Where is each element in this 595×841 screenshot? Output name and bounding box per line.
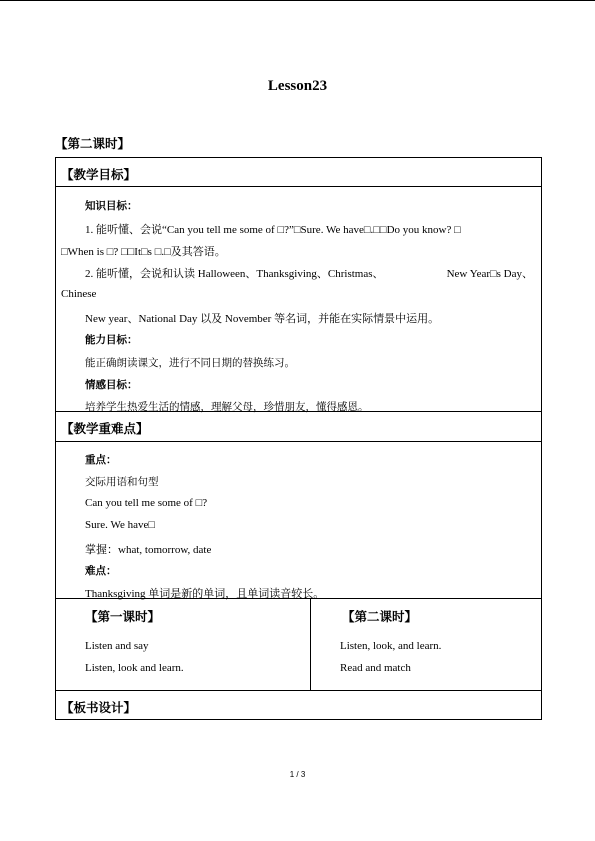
knowledge-item2-line3: New year、National Day 以及 November 等名词，并能在实际情景中运用。 (85, 313, 440, 325)
knowledge-item1-line1: 1. 能听懂、会说“Can you tell me some of □?”□Sure. We have□.□□Do you know? □ (85, 224, 461, 236)
knowledge-item2-line1 (85, 265, 533, 281)
knowledge-item2-line2: Chinese (61, 288, 97, 300)
section-label: 【第二课时】 (55, 136, 131, 151)
key-line2: Can you tell me some of □? (85, 497, 208, 509)
lesson-plan-table (55, 157, 542, 720)
knowledge-label: 知识目标： (85, 200, 138, 212)
board-design-heading: 【板书设计】 (61, 700, 137, 715)
page-title: Lesson23 (267, 78, 328, 94)
rule-keypoints-head (56, 441, 541, 442)
key-line1: 交际用语和句型 (85, 476, 159, 488)
page-number: 1 / 3 (289, 770, 306, 779)
difficult-label: 难点： (85, 565, 117, 577)
emotion-label: 情感目标： (85, 379, 138, 391)
first-period-heading: 【第一课时】 (85, 609, 161, 624)
ability-label: 能力目标： (85, 334, 138, 346)
key-label: 重点： (85, 454, 117, 466)
first-period-item: Listen, look and learn. (85, 662, 184, 674)
second-period-item: Read and match (340, 662, 411, 674)
rule-board-top (56, 690, 541, 691)
periods-divider (310, 598, 311, 690)
top-rule (0, 0, 595, 1)
key-line3: Sure. We have□ (85, 519, 156, 531)
keypoints-heading: 【教学重难点】 (61, 421, 149, 436)
emotion-text: 培养学生热爱生活的情感，理解父母，珍惜朋友，懂得感恩。 (85, 401, 369, 413)
first-period-item: Listen and say (85, 640, 149, 652)
knowledge-item1-line2: □When is □? □□It□s □.□及其答语。 (61, 246, 226, 258)
knowledge-item2-line1-a: 2. 能听懂，会说和认读 Halloween、Thanksgiving、Christmas、 (85, 268, 384, 280)
rule-objectives-head (56, 186, 541, 187)
ability-text: 能正确朗读课文，进行不同日期的替换练习。 (85, 357, 295, 369)
second-period-item: Listen, look, and learn. (340, 640, 442, 652)
objectives-heading: 【教学目标】 (61, 167, 137, 182)
knowledge-item2-line1-b: New Year□s Day、 (446, 268, 533, 280)
difficult-text: Thanksgiving 单词是新的单词，且单词读音较长。 (85, 588, 325, 600)
second-period-heading: 【第二课时】 (342, 609, 418, 624)
key-line4: 掌握：what, tomorrow, date (85, 544, 212, 556)
